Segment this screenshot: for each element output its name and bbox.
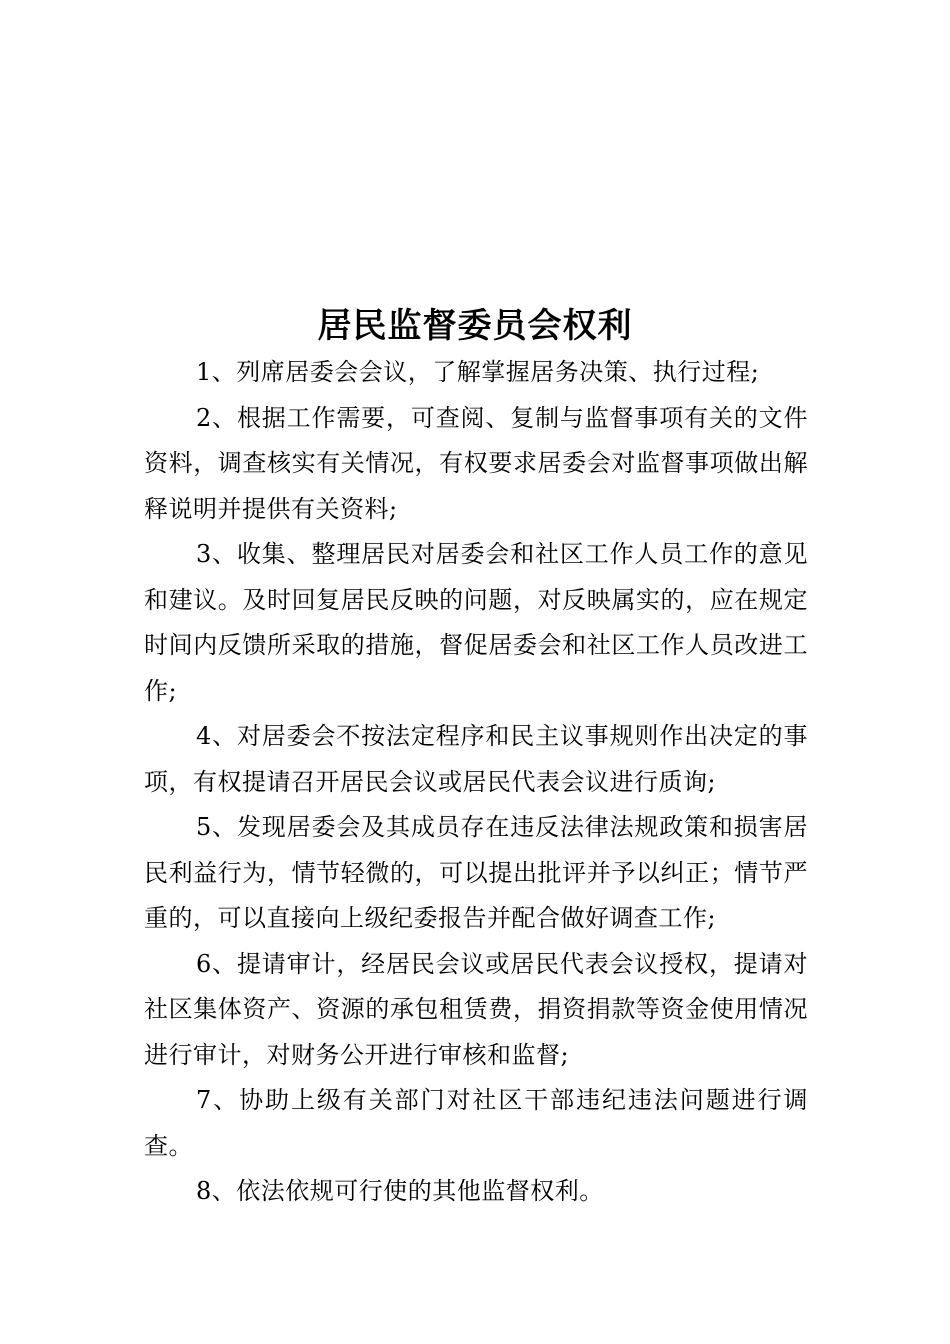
document-body bbox=[144, 350, 808, 1215]
paragraph-item-4: 4、对居委会不按法定程序和民主议事规则作出决定的事项，有权提请召开居民会议或居民代表会议进行质询; bbox=[144, 722, 808, 796]
paragraph-item-8: 8、依法依规可行使的其他监督权利。 bbox=[196, 1177, 604, 1205]
paragraph-item-6: 6、提请审计，经居民会议或居民代表会议授权，提请对社区集体资产、资源的承包租赁费，捐资捐款等资金使用情况进行审计，对财务公开进行审核和监督; bbox=[144, 949, 808, 1069]
paragraph-item-5: 5、发现居委会及其成员存在违反法律法规政策和损害居民利益行为，情节轻微的，可以提出批评并予以纠正；情节严重的，可以直接向上级纪委报告并配合做好调查工作; bbox=[144, 813, 808, 932]
paragraph-item-7: 7、协助上级有关部门对社区干部违纪违法问题进行调查。 bbox=[144, 1086, 808, 1160]
paragraph-item-3: 3、收集、整理居民对居委会和社区工作人员工作的意见和建议。及时回复居民反映的问题，对反映属实的，应在规定时间内反馈所采取的措施，督促居委会和社区工作人员改进工作; bbox=[144, 540, 808, 705]
document-title: 居民监督委员会权利 bbox=[317, 306, 633, 346]
paragraph-item-2: 2、根据工作需要，可查阅、复制与监督事项有关的文件资料，调查核实有关情况，有权要求居委会对监督事项做出解释说明并提供有关资料; bbox=[144, 403, 808, 523]
paragraph-item-1: 1、列席居委会会议，了解掌握居务决策、执行过程; bbox=[196, 358, 760, 386]
